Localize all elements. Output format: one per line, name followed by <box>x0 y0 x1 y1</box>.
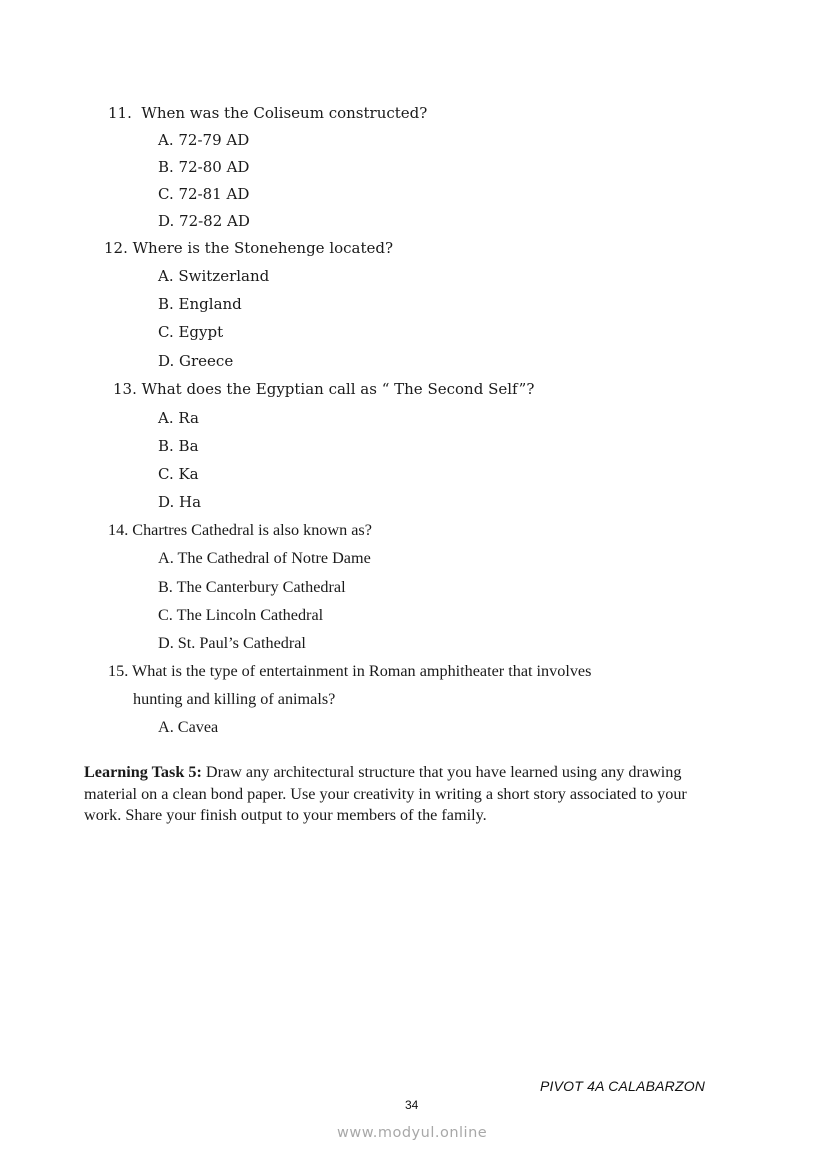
learning-task-label: Learning Task 5: <box>84 763 202 781</box>
option-11-d: D. 72-82 AD <box>158 212 250 230</box>
option-15-a: A. Cavea <box>158 718 219 736</box>
question-text: Where is the Stonehenge located? <box>132 239 394 257</box>
page-number: 34 <box>405 1098 419 1112</box>
question-12 <box>104 239 393 257</box>
question-number: 14. <box>108 521 129 539</box>
footer-brand: PIVOT 4A CALABARZON <box>540 1078 706 1094</box>
option-12-c: C. Egypt <box>158 323 224 341</box>
question-text: What does the Egyptian call as “ The Second Self”? <box>141 380 535 398</box>
option-13-c: C. Ka <box>158 465 199 483</box>
question-text: Chartres Cathedral is also known as? <box>132 521 372 539</box>
option-11-b: B. 72-80 AD <box>158 158 250 176</box>
learning-task-body: Draw any architectural structure that you have learned using any drawing material on a clean bond paper. Use your creativity in writing a short story associated to your work. Share your finish output to your members of the family. <box>84 763 687 824</box>
option-14-c: C. The Lincoln Cathedral <box>158 606 324 624</box>
question-text-line1: What is the type of entertainment in Roman amphitheater that involves <box>132 662 592 680</box>
option-14-b: B. The Canterbury Cathedral <box>158 578 346 596</box>
option-11-a: A. 72-79 AD <box>158 131 250 149</box>
question-number: 11. <box>108 104 132 122</box>
question-15-continuation: hunting and killing of animals? <box>133 690 336 708</box>
option-14-d: D. St. Paul’s Cathedral <box>158 634 306 652</box>
option-12-b: B. England <box>158 295 242 313</box>
question-number: 12. <box>104 239 128 257</box>
watermark: www.modyul.online <box>337 1125 488 1141</box>
question-13 <box>113 380 534 398</box>
learning-task-paragraph <box>84 762 714 827</box>
option-11-c: C. 72-81 AD <box>158 185 250 203</box>
option-12-d: D. Greece <box>158 352 234 370</box>
question-text: When was the Coliseum constructed? <box>141 104 428 122</box>
question-number: 15. <box>108 662 129 680</box>
question-number: 13. <box>113 380 137 398</box>
question-15 <box>108 662 591 680</box>
question-11 <box>108 104 427 122</box>
option-13-a: A. Ra <box>158 409 199 427</box>
question-14 <box>108 521 372 539</box>
option-12-a: A. Switzerland <box>158 267 270 285</box>
option-14-a: A. The Cathedral of Notre Dame <box>158 549 371 567</box>
option-13-b: B. Ba <box>158 437 199 455</box>
option-13-d: D. Ha <box>158 493 202 511</box>
